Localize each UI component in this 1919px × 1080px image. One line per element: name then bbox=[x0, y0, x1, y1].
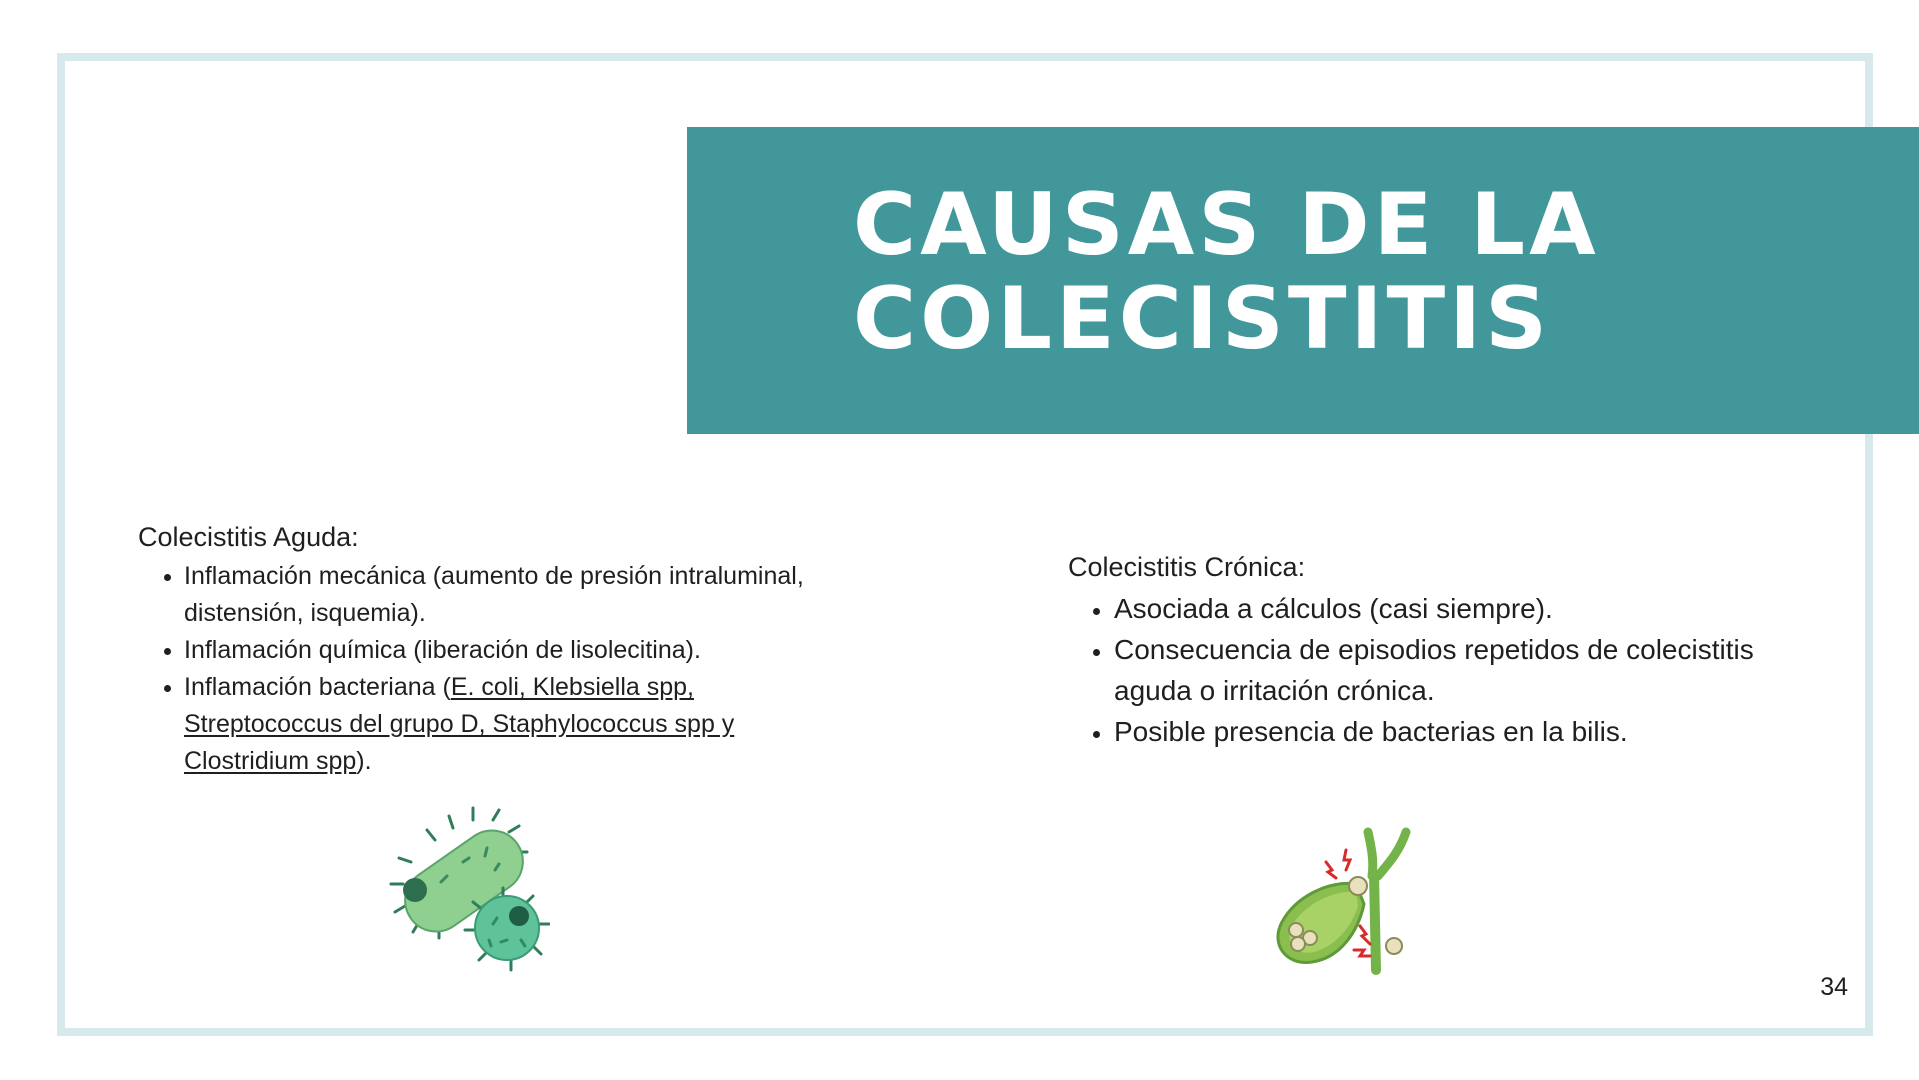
bacteria-species-link[interactable]: E. coli, Klebsiella spp, Streptococcus del grupo D, Staphylococcus spp y Clostridium spp bbox=[184, 673, 735, 775]
acute-list bbox=[138, 558, 828, 780]
slide-title bbox=[853, 175, 1753, 369]
chronic-section bbox=[1068, 548, 1788, 752]
acute-item-1: • Inflamación mecánica (aumento de presión intraluminal, distensión, isquemia). bbox=[184, 558, 828, 632]
gallbladder-icon bbox=[1260, 826, 1420, 976]
bacteria-icon bbox=[375, 800, 550, 975]
acute-item-3-suffix: ). bbox=[356, 747, 372, 775]
title-line-2: COLECISTITIS bbox=[853, 269, 1552, 369]
page-number: 34 bbox=[1820, 973, 1848, 1001]
acute-heading: Colecistitis Aguda: bbox=[138, 522, 359, 552]
acute-item-2: • Inflamación química (liberación de lisolecitina). bbox=[184, 632, 828, 669]
chronic-item-2: • Consecuencia de episodios repetidos de colecistitis aguda o irritación crónica. bbox=[1114, 629, 1788, 711]
acute-section bbox=[138, 518, 828, 780]
chronic-heading: Colecistitis Crónica: bbox=[1068, 552, 1306, 582]
chronic-item-3: • Posible presencia de bacterias en la bilis. bbox=[1114, 711, 1788, 752]
chronic-list bbox=[1068, 588, 1788, 752]
title-line-1: CAUSAS DE LA bbox=[853, 175, 1600, 275]
acute-item-3 bbox=[184, 669, 828, 780]
chronic-item-1: • Asociada a cálculos (casi siempre). bbox=[1114, 588, 1788, 629]
acute-item-3-prefix: Inflamación bacteriana ( bbox=[184, 673, 451, 701]
